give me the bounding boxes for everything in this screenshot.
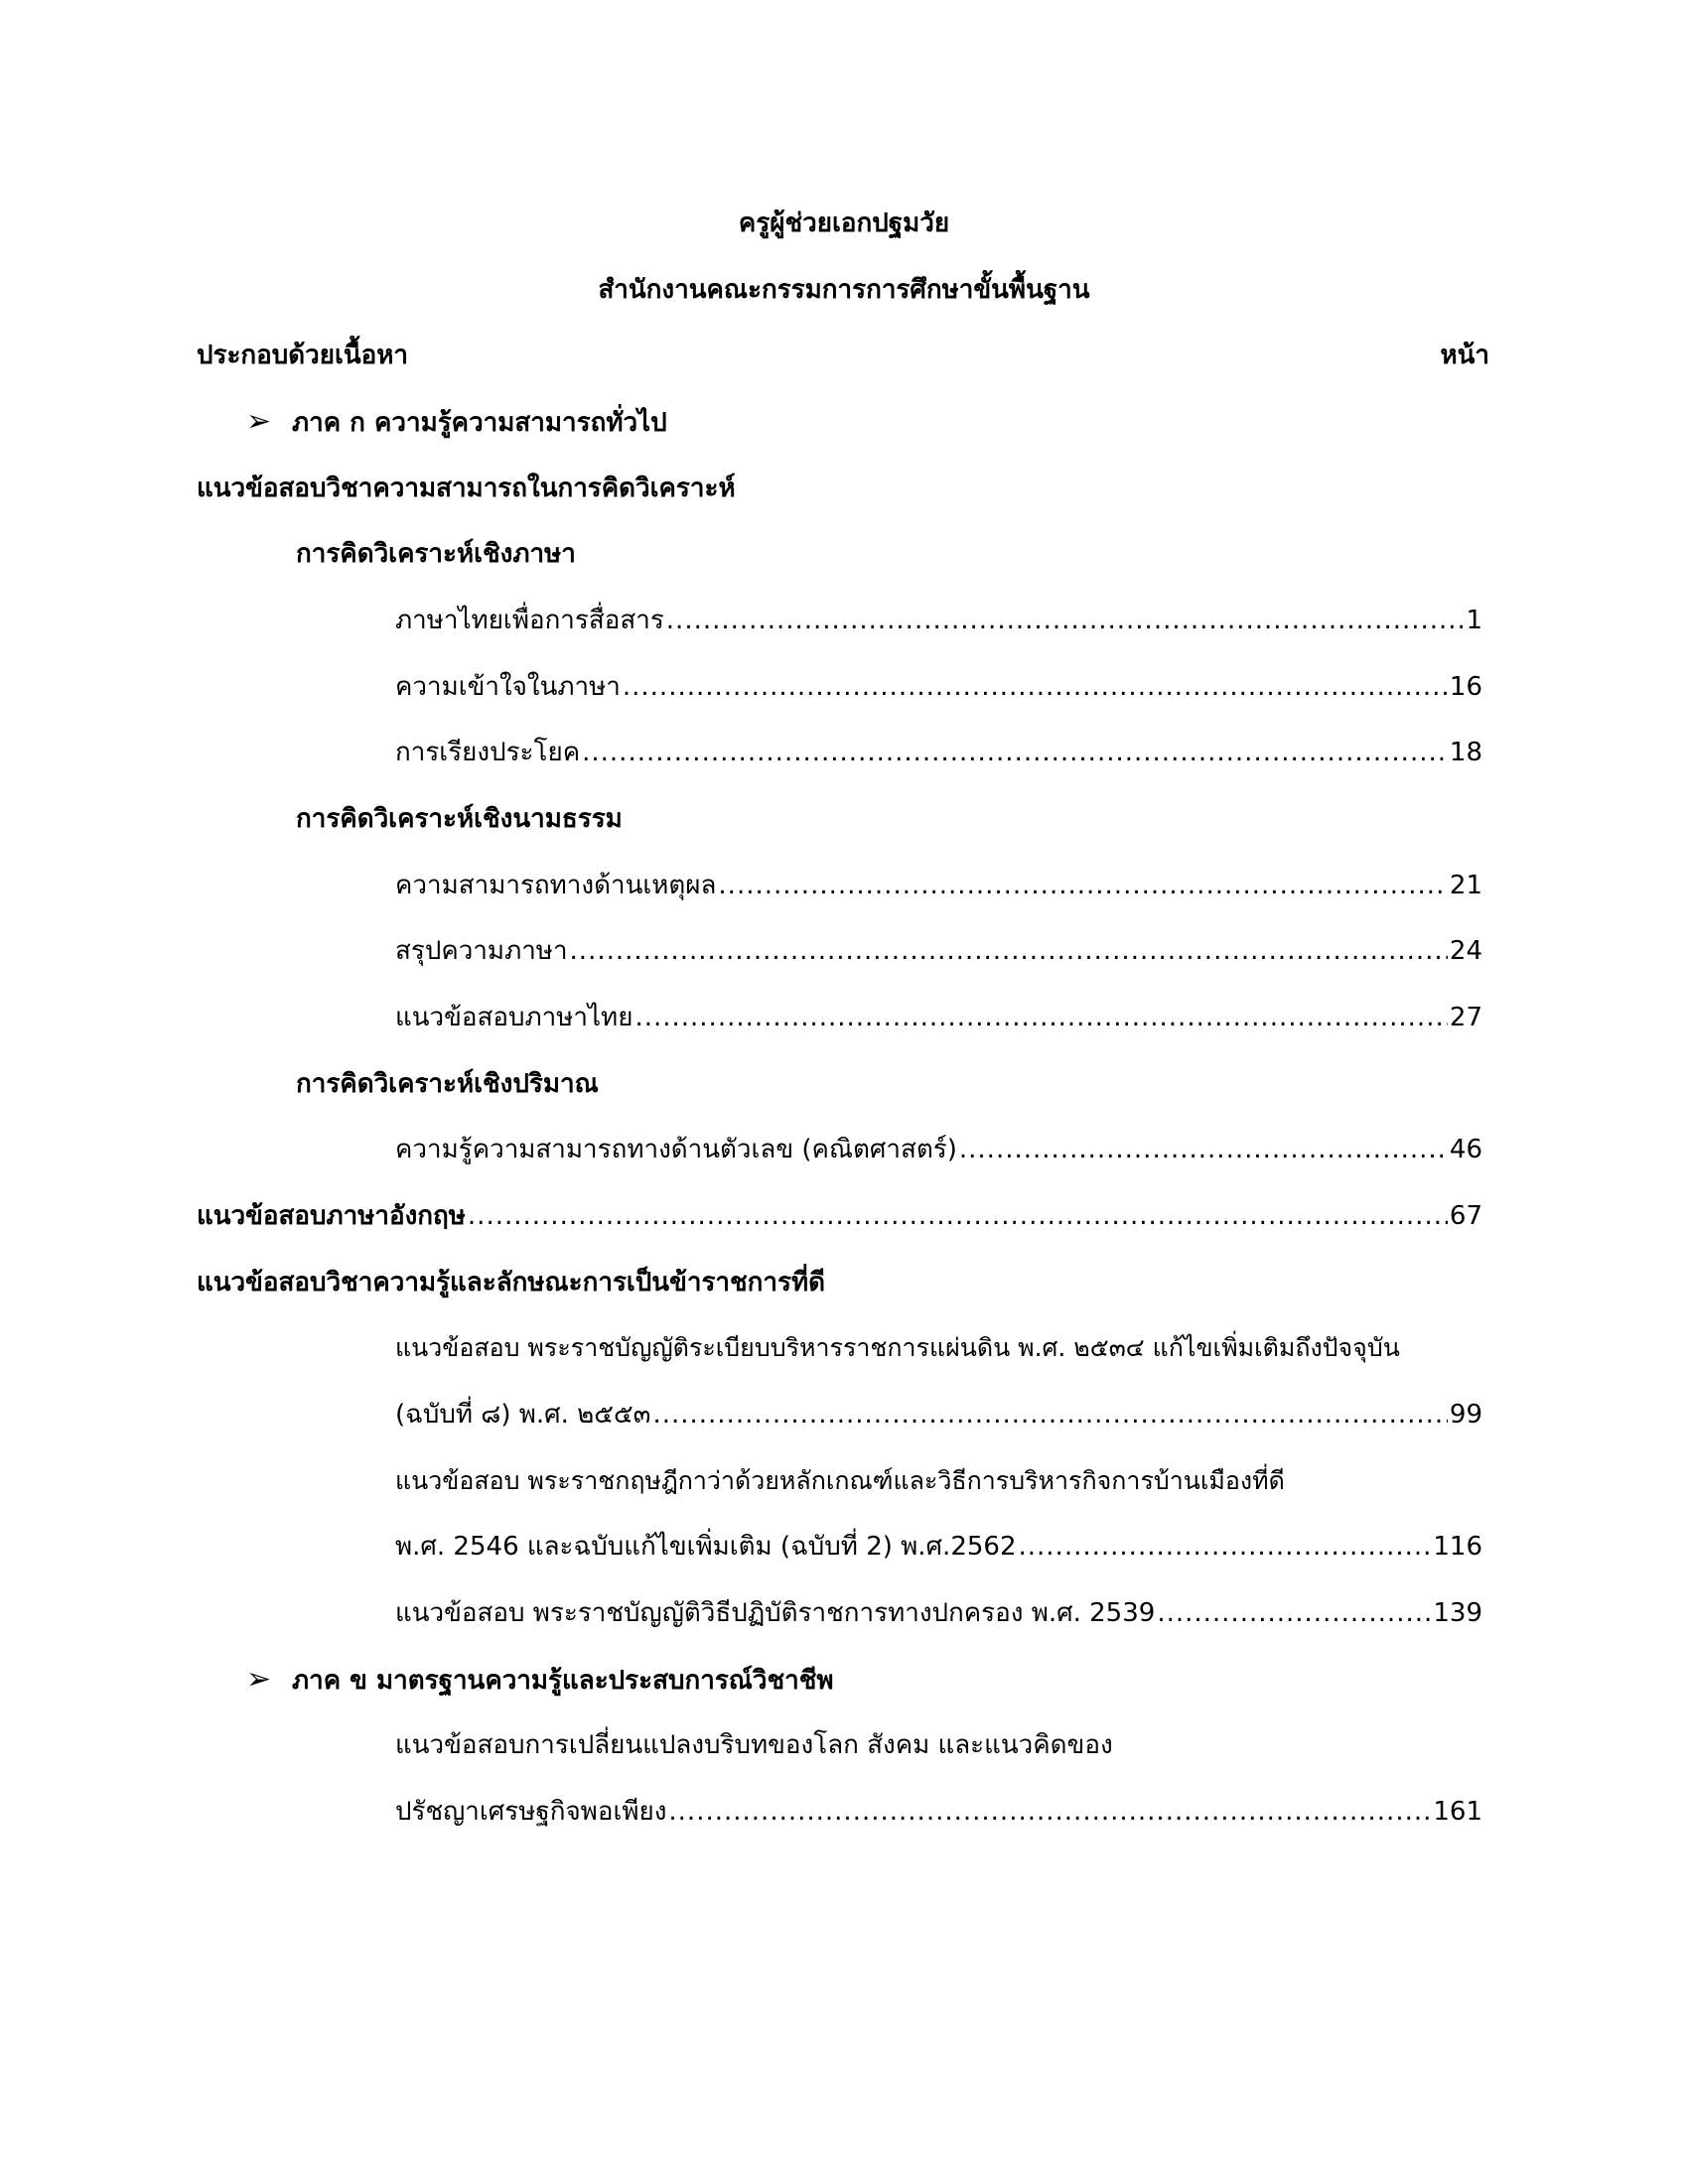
toc-entry-page: 27 — [1449, 1003, 1482, 1032]
toc-entry-text: สรุปความภาษา — [395, 936, 568, 966]
toc-entry — [395, 931, 1482, 971]
toc-entry-english — [197, 1196, 1482, 1236]
dot-leader — [959, 1130, 1448, 1169]
toc-entry — [395, 1593, 1482, 1633]
subheading-quantitative: การคิดวิเคราะห์เชิงปริมาณ — [296, 1069, 599, 1099]
dot-leader — [1019, 1527, 1432, 1567]
dot-leader — [468, 1196, 1448, 1236]
toc-entry — [395, 998, 1482, 1037]
dot-leader — [668, 1792, 1431, 1832]
toc-entry-text: ความรู้ความสามารถทางด้านตัวเลข (คณิตศาสตร์) — [395, 1135, 957, 1164]
toc-entry-line: แนวข้อสอบ พระราชกฤษฎีกาว่าด้วยหลักเกณฑ์และวิธีการบริหารกิจการบ้านเมืองที่ดี — [395, 1466, 1285, 1495]
section-b-heading — [246, 1660, 834, 1700]
toc-entry-page: 24 — [1449, 936, 1482, 966]
toc-entry — [395, 1130, 1482, 1169]
dot-leader — [634, 998, 1447, 1037]
toc-entry — [395, 866, 1482, 905]
toc-entry-page: 139 — [1433, 1598, 1482, 1628]
toc-entry — [395, 1395, 1482, 1434]
section-a-heading — [246, 402, 667, 442]
toc-entry-page: 46 — [1449, 1135, 1482, 1164]
toc-entry-line: แนวข้อสอบการเปลี่ยนแปลงบริบทของโลก สังคม และแนวคิดของ — [395, 1730, 1113, 1760]
section-b-label: ภาค ข มาตรฐานความรู้และประสบการณ์วิชาชีพ — [292, 1666, 834, 1696]
toc-entry-text: ความเข้าใจในภาษา — [395, 672, 621, 702]
contents-heading: ประกอบด้วยเนื้อหา — [197, 341, 409, 370]
toc-entry-page: 16 — [1449, 672, 1482, 702]
dot-leader — [718, 866, 1447, 905]
dot-leader — [570, 931, 1448, 971]
toc-entry-text: (ฉบับที่ ๘) พ.ศ. ๒๕๕๓ — [395, 1400, 651, 1430]
toc-entry — [395, 733, 1482, 772]
toc-entry-text: พ.ศ. 2546 และฉบับแก้ไขเพิ่มเติม (ฉบับที่ 2) พ.ศ.2562 — [395, 1532, 1017, 1562]
document-subtitle: สำนักงานคณะกรรมการการศึกษาขั้นพื้นฐาน — [598, 275, 1090, 305]
toc-entry-page: 18 — [1449, 738, 1482, 767]
toc-entry-text: ภาษาไทยเพื่อการสื่อสาร — [395, 606, 664, 635]
page-column-heading: หน้า — [1440, 341, 1489, 370]
document-title: ครูผู้ช่วยเอกปฐมวัย — [738, 208, 950, 238]
group-heading-analytical: แนวข้อสอบวิชาความสามารถในการคิดวิเคราะห์ — [197, 474, 736, 503]
toc-entry-text: ปรัชญาเศรษฐกิจพอเพียง — [395, 1797, 667, 1827]
group-heading-civil-servant: แนวข้อสอบวิชาความรู้และลักษณะการเป็นข้าราชการที่ดี — [197, 1268, 825, 1297]
toc-entry-page: 1 — [1466, 606, 1482, 635]
arrow-bullet-icon: ➢ — [246, 1662, 272, 1697]
toc-entry-page: 67 — [1449, 1201, 1482, 1231]
toc-entry-text: แนวข้อสอบ พระราชบัญญัติวิธีปฏิบัติราชการทางปกครอง พ.ศ. 2539 — [395, 1598, 1156, 1628]
arrow-bullet-icon: ➢ — [246, 404, 272, 439]
toc-entry-page: 116 — [1433, 1532, 1482, 1562]
toc-entry — [395, 601, 1482, 640]
dot-leader — [1157, 1593, 1431, 1633]
toc-entry-text: แนวข้อสอบภาษาไทย — [395, 1003, 633, 1032]
toc-entry-page: 21 — [1449, 871, 1482, 900]
subheading-language: การคิดวิเคราะห์เชิงภาษา — [296, 539, 576, 569]
toc-entry-text: การเรียงประโยค — [395, 738, 581, 767]
toc-entry — [395, 667, 1482, 707]
toc-entry-text: ความสามารถทางด้านเหตุผล — [395, 871, 717, 900]
subheading-abstract: การคิดวิเคราะห์เชิงนามธรรม — [296, 804, 623, 834]
toc-entry — [395, 1527, 1482, 1567]
section-a-label: ภาค ก ความรู้ความสามารถทั่วไป — [292, 408, 667, 438]
dot-leader — [623, 667, 1448, 707]
dot-leader — [666, 601, 1465, 640]
toc-entry — [395, 1792, 1482, 1832]
toc-entry-text: แนวข้อสอบภาษาอังกฤษ — [197, 1201, 466, 1231]
toc-entry-page: 99 — [1449, 1400, 1482, 1430]
dot-leader — [582, 733, 1448, 772]
toc-entry-page: 161 — [1433, 1797, 1482, 1827]
dot-leader — [652, 1395, 1447, 1434]
toc-entry-line: แนวข้อสอบ พระราชบัญญัติระเบียบบริหารราชการแผ่นดิน พ.ศ. ๒๕๓๔ แก้ไขเพิ่มเติมถึงปัจจุบัน — [395, 1333, 1400, 1362]
